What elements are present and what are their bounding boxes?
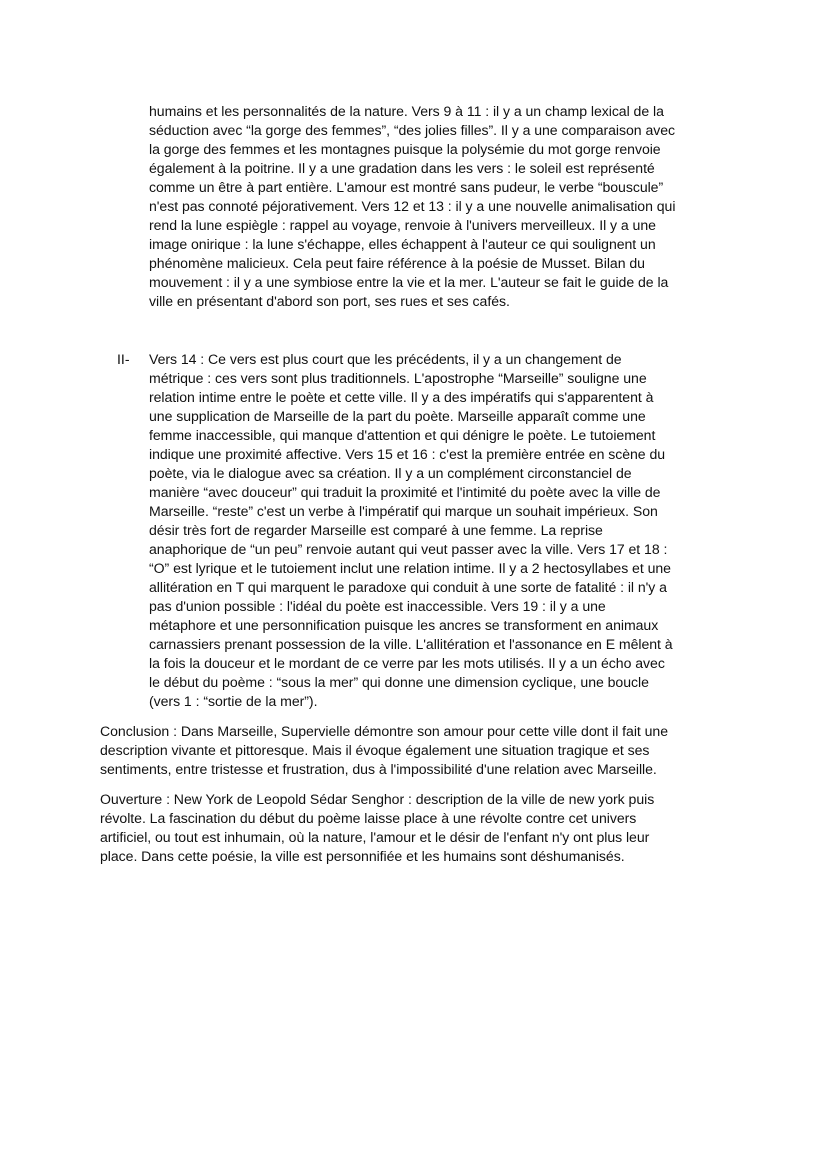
text-line: allitération en T qui marquent le paradoxe qui conduit à une sorte de fatalité : il n'y a xyxy=(149,579,667,595)
text-line: Ouverture : New York de Leopold Sédar Senghor : description de la ville de new york puis xyxy=(100,791,655,807)
text-line: relation intime entre le poète et cette ville. Il y a des impératifs qui s'apparentent à xyxy=(149,389,654,405)
list-marker: II- xyxy=(117,351,130,367)
text-line: désir très fort de regarder Marseille est comparé à une femme. La reprise xyxy=(149,522,603,538)
text-line: “O” est lyrique et le tutoiement inclut une relation intime. Il y a 2 hectosyllabes et une xyxy=(149,560,671,576)
text-line: rend la lune espiègle : rappel au voyage, renvoie à l'univers merveilleux. Il y a une xyxy=(149,217,656,233)
text-line: la gorge des femmes et les montagnes puisque la polysémie du mot gorge renvoie xyxy=(149,141,661,157)
text-line: Conclusion : Dans Marseille, Supervielle démontre son amour pour cette ville dont il fait une xyxy=(100,723,669,739)
text-line: révolte. La fascination du début du poème laisse place à une révolte contre cet univers xyxy=(100,810,637,826)
text-line: description vivante et pittoresque. Mais il évoque également une situation tragique et ses xyxy=(100,742,650,758)
text-line: Vers 14 : Ce vers est plus court que les précédents, il y a un changement de xyxy=(149,351,622,367)
text-line: séduction avec “la gorge des femmes”, “des jolies filles”. Il y a une comparaison avec xyxy=(149,122,676,138)
text-line: artificiel, ou tout est inhumain, où la nature, l'amour et le désir de l'enfant n'y ont plus leur xyxy=(100,829,650,845)
text-line: métrique : ces vers sont plus traditionnels. L'apostrophe “Marseille” souligne une xyxy=(149,370,647,386)
text-line: indique une proximité affective. Vers 15 et 16 : c'est la première entrée en scène du xyxy=(149,446,666,462)
text-line: comme un être à part entière. L'amour est montré sans pudeur, le verbe “bouscule” xyxy=(149,179,664,195)
text-line: poète, via le dialogue avec sa création. Il y a un complément circonstanciel de xyxy=(149,465,632,481)
text-line: phénomène malicieux. Cela peut faire référence à la poésie de Musset. Bilan du xyxy=(149,255,645,271)
text-line: (vers 1 : “sortie de la mer”). xyxy=(149,693,318,709)
text-line: sentiments, entre tristesse et frustration, dus à l'impossibilité d'une relation avec Marseille. xyxy=(100,761,657,777)
text-line: carnassiers prenant possession de la ville. L'allitération et l'assonance en E mêlent à xyxy=(149,636,673,652)
text-line: anaphorique de “un peu” renvoie autant qui veut passer avec la ville. Vers 17 et 18 : xyxy=(149,541,668,557)
text-line: métaphore et une personnification puisque les ancres se transforment en animaux xyxy=(149,617,659,633)
text-line: place. Dans cette poésie, la ville est personnifiée et les humains sont déshumanisés. xyxy=(100,848,625,864)
text-line: humains et les personnalités de la nature. Vers 9 à 11 : il y a un champ lexical de la xyxy=(149,103,664,119)
text-line: la fois la douceur et le mordant de ce verre par les mots utilisés. Il y a un écho avec xyxy=(149,655,665,671)
text-line: n'est pas connoté péjorativement. Vers 12 et 13 : il y a une nouvelle animalisation qui xyxy=(149,198,676,214)
text-line: image onirique : la lune s'échappe, elles échappent à l'auteur ce qui soulignent un xyxy=(149,236,656,252)
text-line: pas d'union possible : l'idéal du poète est inaccessible. Vers 19 : il y a une xyxy=(149,598,606,614)
text-line: ville en présentant d'abord son port, ses rues et ses cafés. xyxy=(149,293,510,309)
text-line: le début du poème : “sous la mer” qui donne une dimension cyclique, une boucle xyxy=(149,674,649,690)
text-line: femme inaccessible, qui manque d'attention et qui dénigre le poète. Le tutoiement xyxy=(149,427,656,443)
text-line: manière “avec douceur” qui traduit la proximité et l'intimité du poète avec la ville de xyxy=(149,484,661,500)
text-line: également à la poitrine. Il y a une gradation dans les vers : le soleil est représenté xyxy=(149,160,655,176)
text-line: Marseille. “reste” c'est un verbe à l'impératif qui marque un souhait impérieux. Son xyxy=(149,503,658,519)
text-line: mouvement : il y a une symbiose entre la vie et la mer. L'auteur se fait le guide de la xyxy=(149,274,669,290)
text-line: une supplication de Marseille de la part du poète. Marseille apparaît comme une xyxy=(149,408,646,424)
